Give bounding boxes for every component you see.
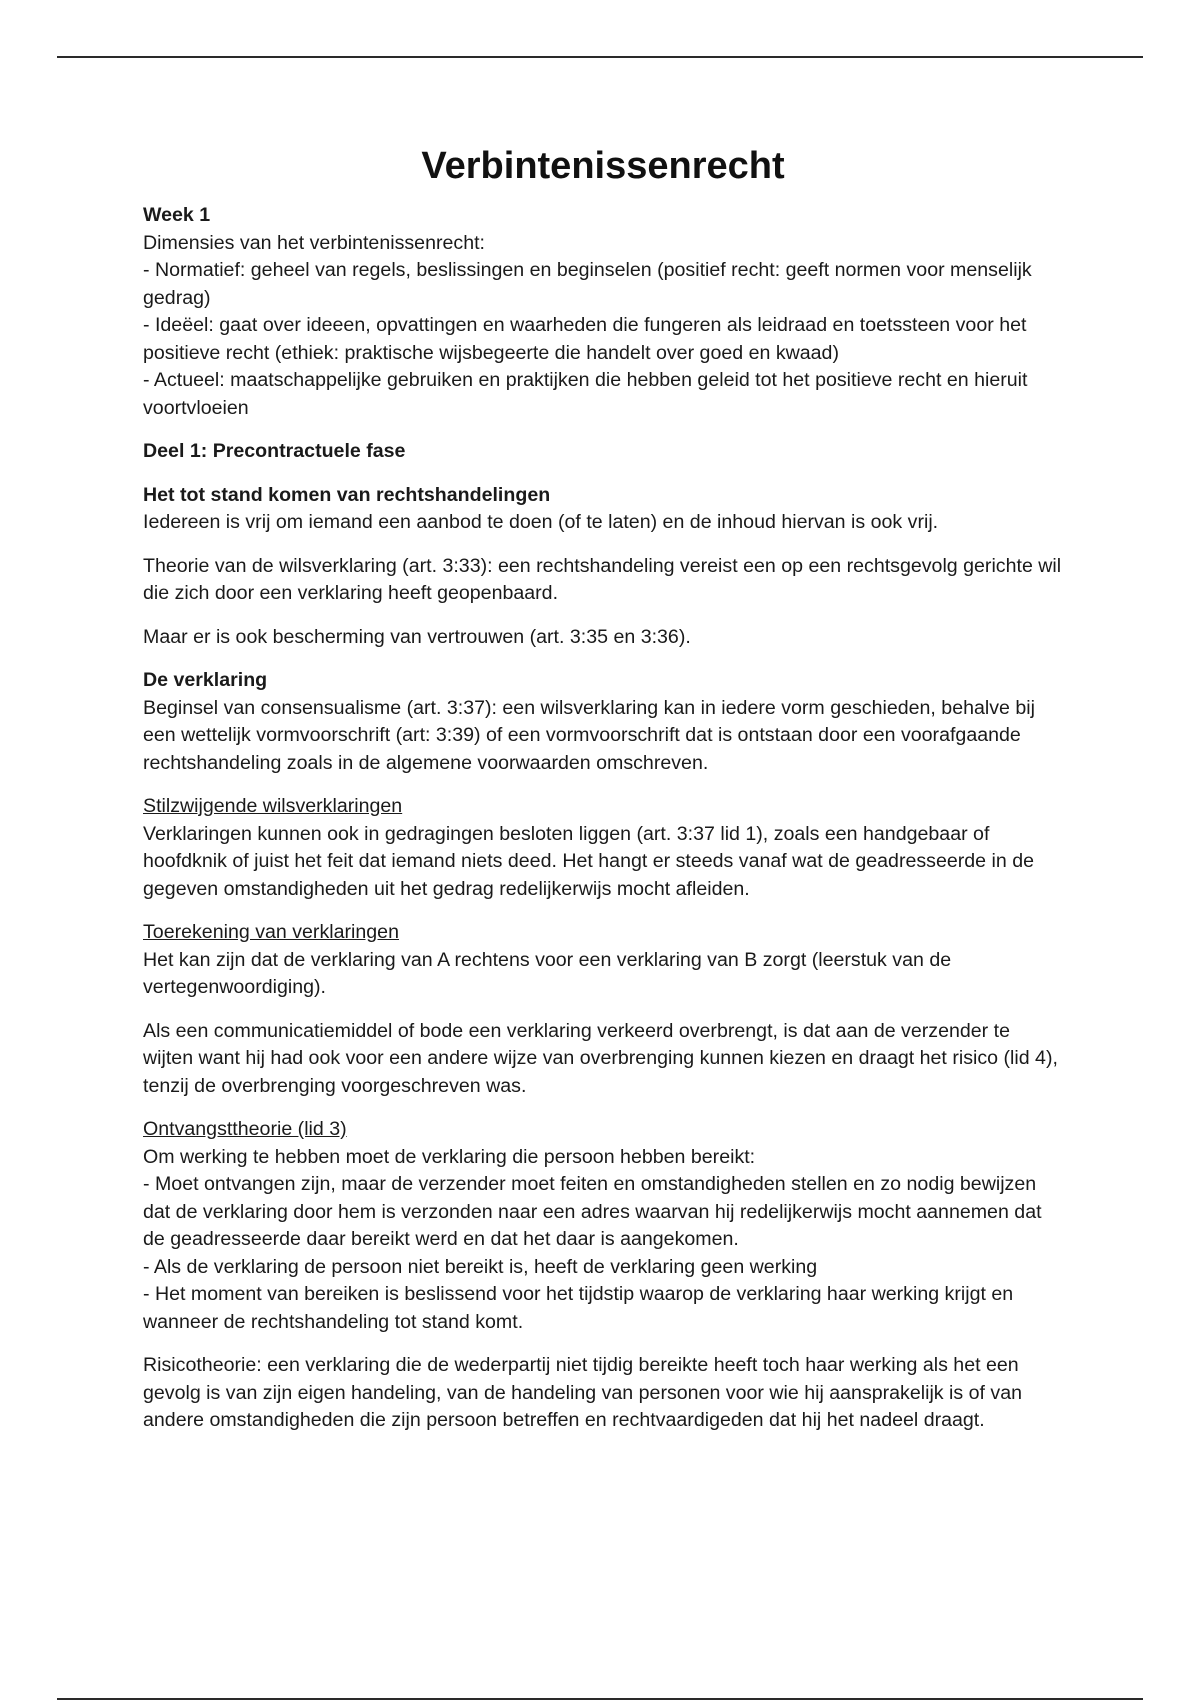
top-rule — [57, 56, 1143, 58]
ontvangst-item-moment: - Het moment van bereiken is beslissend voor het tijdstip waarop de verklaring haar werking krijgt en wanneer de rechtshandeling tot stand komt. — [143, 1283, 1014, 1333]
section-stilzwijgend — [143, 793, 1063, 903]
toerekening-text: Het kan zijn dat de verklaring van A rechtens voor een verklaring van B zorgt (leerstuk van de vertegenwoordiging). — [143, 948, 952, 998]
ontvangst-subheading: Ontvangsttheorie (lid 3) — [143, 1118, 347, 1140]
stilzwijgend-subheading: Stilzwijgende wilsverklaringen — [143, 795, 403, 817]
verklaring-heading: De verklaring — [143, 669, 268, 691]
week-intro: Dimensies van het verbintenissenrecht: — [143, 231, 485, 254]
week-item-ideeel: - Ideëel: gaat over ideeen, opvattingen en waarheden die fungeren als leidraad en toetssteen voor het positieve recht (ethiek: praktische wijsbegeerte die handelt over goed en kwaad) — [143, 314, 1027, 364]
communicatie-paragraph: Als een communicatiemiddel of bode een verklaring verkeerd overbrengt, is dat aan de verzender te wijten want hij had ook voor een andere wijze van overbrenging kunnen kiezen en draagt het risico (lid 4), tenzij de overbrenging voorgeschreven was. — [143, 1019, 1058, 1097]
ontvangst-intro: Om werking te hebben moet de verklaring die persoon hebben bereikt: — [143, 1145, 756, 1168]
totstand-heading: Het tot stand komen van rechtshandelingen — [143, 483, 551, 506]
section-totstand — [143, 482, 1063, 537]
document-body — [143, 138, 1063, 1451]
document-title: Verbintenissenrecht — [421, 145, 785, 187]
section-week — [143, 202, 1063, 422]
wilsverklaring-paragraph: Theorie van de wilsverklaring (art. 3:33): een rechtshandeling vereist een op een rechtsgevolg gerichte wil die zich door een verklaring heeft geopenbaard. — [143, 554, 1062, 604]
deel-heading: Deel 1: Precontractuele fase — [143, 440, 406, 462]
verklaring-text: Beginsel van consensualisme (art. 3:37): een wilsverklaring kan in iedere vorm geschieden, behalve bij een wettelijk vormvoorschrift (art: 3:39) of een vormvoorschrift dat is ontstaan door een voorafgaande rechtshandeling zoals in de algemene voorwaarden omschreven. — [143, 696, 1035, 774]
section-toerekening — [143, 919, 1063, 1002]
ontvangst-item-ontvangen: - Moet ontvangen zijn, maar de verzender moet feiten en omstandigheden stellen en zo nodig bewijzen dat de verklaring door hem is verzonden naar een adres waarvan hij redelijkerwijs mocht aannemen dat de geadresseerde daar bereikt werd en dat het daar is aangekomen. — [143, 1173, 1042, 1250]
totstand-text: Iedereen is vrij om iemand een aanbod te doen (of te laten) en de inhoud hiervan is ook vrij. — [143, 511, 939, 533]
toerekening-subheading: Toerekening van verklaringen — [143, 921, 399, 943]
vertrouwen-paragraph: Maar er is ook bescherming van vertrouwen (art. 3:35 en 3:36). — [143, 625, 691, 648]
section-ontvangst — [143, 1116, 1063, 1336]
week-item-actueel: - Actueel: maatschappelijke gebruiken en praktijken die hebben geleid tot het positieve recht en hieruit voortvloeien — [143, 369, 1028, 419]
risico-paragraph: Risicotheorie: een verklaring die de wederpartij niet tijdig bereikte heeft toch haar werking als het een gevolg is van zijn eigen handeling, van de handeling van personen voor wie hij aansprakelijk is of van andere omstandigheden die zijn persoon betreffen en rechtvaardigeden dat hij het nadeel draagt. — [143, 1354, 1023, 1431]
week-heading: Week 1 — [143, 204, 211, 226]
week-item-normatief: - Normatief: geheel van regels, beslissingen en beginselen (positief recht: geeft normen voor menselijk gedrag) — [143, 259, 1032, 309]
ontvangst-item-niet-bereikt: - Als de verklaring de persoon niet bereikt is, heeft de verklaring geen werking — [143, 1255, 818, 1278]
stilzwijgend-text: Verklaringen kunnen ook in gedragingen besloten liggen (art. 3:37 lid 1), zoals een handgebaar of hoofdknik of juist het feit dat iemand niets deed. Het hangt er steeds vanaf wat de geadresseerde in de gegeven omstandigheden uit het gedrag redelijkerwijs mocht afleiden. — [143, 822, 1034, 900]
section-verklaring — [143, 667, 1063, 777]
